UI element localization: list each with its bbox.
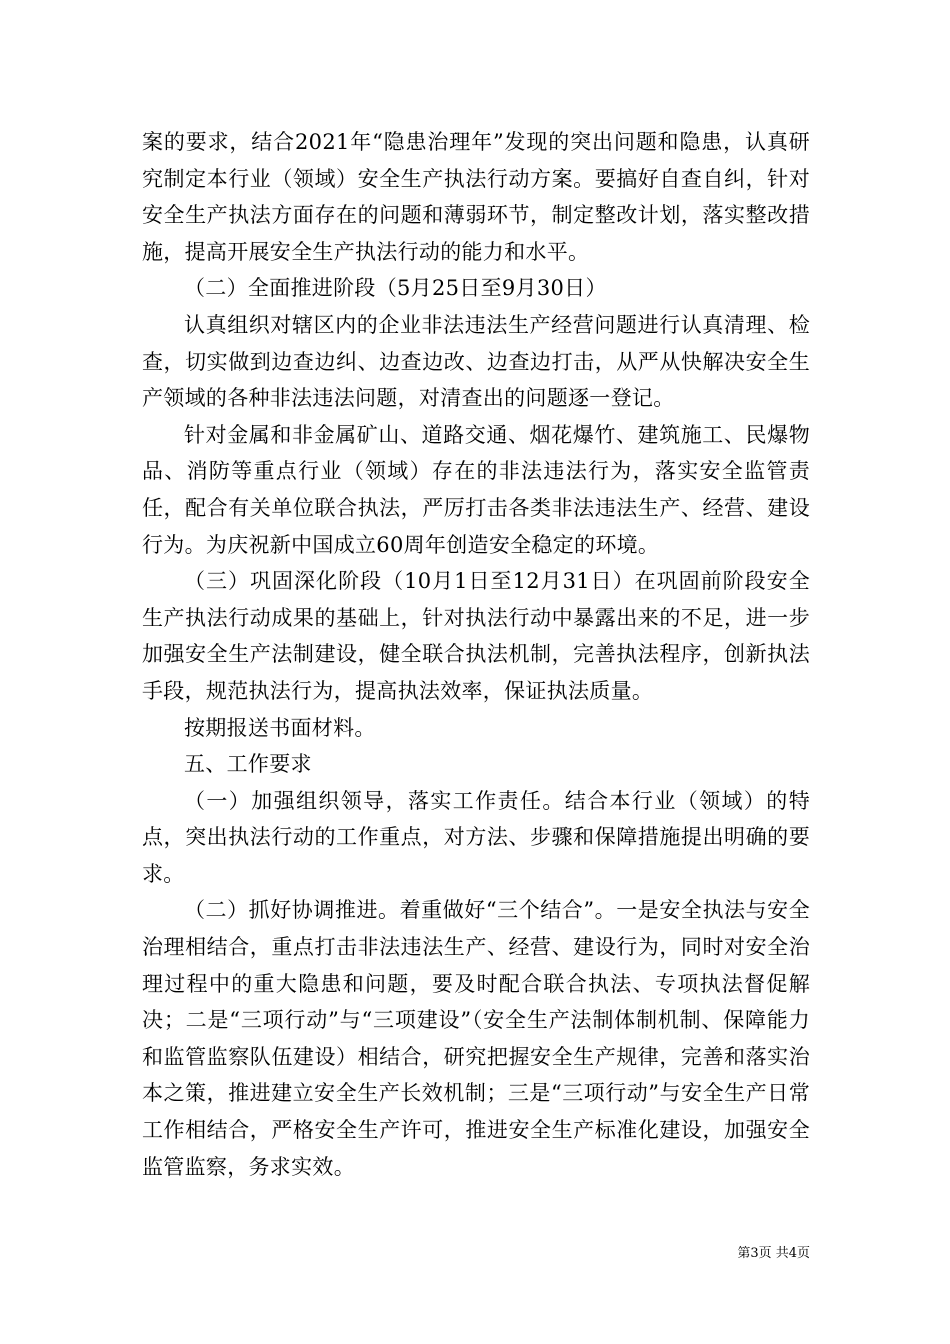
page-number-footer: 第3页 共4页 (737, 1246, 810, 1261)
paragraph-inspection: 认真组织对辖区内的企业非法违法生产经营问题进行认真清理、检查，切实做到边查边纠、边查边改、边查边打击，从严从快解决安全生产领域的各种非法违法问题，对清查出的问题逐一登记。 (142, 312, 810, 411)
paragraph-submit-materials: 按期报送书面材料。 (184, 715, 376, 740)
paragraph-phase-two-heading: （二）全面推进阶段（5月25日至9月30日） (184, 276, 607, 301)
paragraph-key-industries: 针对金属和非金属矿山、道路交通、烟花爆竹、建筑施工、民爆物品、消防等重点行业（领域）存在的非法违法行为，落实安全监管责任，配合有关单位联合执法，严厉打击各类非法违法生产、经营、建设行为。为庆祝新中国成立60周年创造安全稳定的环境。 (142, 422, 810, 557)
paragraph-coordination: （二）抓好协调推进。着重做好“三个结合”。一是安全执法与安全治理相结合，重点打击非法违法生产、经营、建设行为，同时对安全治理过程中的重大隐患和问题，要及时配合联合执法、专项执法督促解决；二是“三项行动”与“三项建设”（安全生产法制体制机制、保障能力和监管监察队伍建设）相结合，研究把握安全生产规律，完善和落实治本之策，推进建立安全生产长效机制；三是“三项行动”与安全生产日常工作相结合，严格安全生产许可，推进安全生产标准化建设，加强安全监管监察，务求实效。 (142, 898, 810, 1179)
paragraph-continuation: 案的要求，结合2021年“隐患治理年”发现的突出问题和隐患，认真研究制定本行业（领域）安全生产执法行动方案。要搞好自查自纠，针对安全生产执法方面存在的问题和薄弱环节，制定整改计划，落实整改措施，提高开展安全生产执法行动的能力和水平。 (142, 130, 810, 264)
paragraph-leadership: （一）加强组织领导，落实工作责任。结合本行业（领域）的特点，突出执法行动的工作重点，对方法、步骤和保障措施提出明确的要求。 (142, 788, 810, 886)
document-body (142, 124, 810, 1185)
paragraph-phase-three: （三）巩固深化阶段（10月1日至12月31日）在巩固前阶段安全生产执法行动成果的基础上，针对执法行动中暴露出来的不足，进一步加强安全生产法制建设，健全联合执法机制，完善执法程序，创新执法手段，规范执法行为，提高执法效率，保证执法质量。 (142, 569, 810, 703)
section-heading-work-requirements: 五、工作要求 (184, 752, 312, 777)
